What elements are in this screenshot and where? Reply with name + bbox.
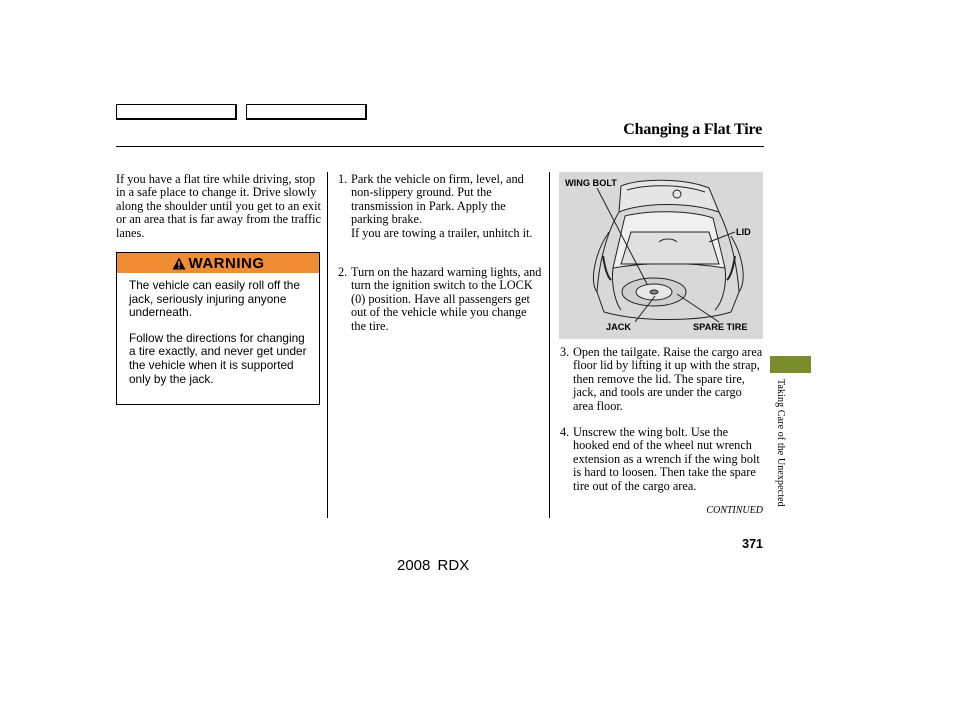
warning-triangle-icon (172, 257, 186, 270)
section-side-label: Taking Care of the Unexpected (775, 379, 786, 507)
warning-paragraph-1: The vehicle can easily roll off the jack, seriously injuring anyone underneath. (129, 278, 300, 320)
step-number: 1. (338, 172, 348, 186)
footer-model: 2008 RDX (397, 557, 470, 574)
page-number: 371 (742, 537, 763, 551)
step-number: 4. (560, 425, 570, 439)
page-title: Changing a Flat Tire (623, 121, 762, 138)
column-rule-1 (327, 172, 328, 518)
continued-label: CONTINUED (706, 505, 763, 516)
label-wing-bolt: WING BOLT (565, 178, 617, 188)
warning-label: WARNING (188, 254, 265, 272)
label-jack: JACK (606, 322, 632, 332)
warning-paragraph-2: Follow the directions for changing a tire exactly, and never get under the vehicle when it is supported only by the jack. (129, 330, 307, 386)
step-number: 2. (338, 265, 348, 279)
label-lid: LID (736, 227, 751, 237)
title-rule (116, 146, 764, 147)
section-tab[interactable] (770, 356, 811, 373)
step-text: If you are towing a trailer, unhitch it. (351, 225, 533, 240)
nav-button-2[interactable] (246, 104, 367, 120)
nav-button-1[interactable] (116, 104, 237, 120)
cargo-area-illustration (559, 172, 763, 339)
warning-box (116, 252, 320, 405)
step-text: Open the tailgate. Raise the cargo area floor lid by lifting it up with the strap, then remove the lid. The spare tire, jack, and tools are under the cargo area floor. (573, 345, 763, 413)
step-text: Park the vehicle on firm, level, and non-slippery ground. Put the transmission in Park. Apply the parking brake. (351, 172, 524, 227)
intro-paragraph: If you have a flat tire while driving, stop in a safe place to change it. Drive slowly along the shoulder until you get to an exit or an area that is far away from the traffic lanes. (116, 172, 321, 240)
step-text: Unscrew the wing bolt. Use the hooked end of the wheel nut wrench extension as a wrench if the wing bolt is hard to loosen. Then take the spare tire out of the cargo area. (573, 425, 760, 493)
vehicle-rear-drawing (559, 172, 763, 339)
warning-header (117, 253, 319, 273)
step-number: 3. (560, 345, 570, 359)
label-spare-tire: SPARE TIRE (693, 322, 748, 332)
column-rule-2 (549, 172, 550, 518)
step-text: Turn on the hazard warning lights, and turn the ignition switch to the LOCK (0) position. Have all passengers get out of the vehicle while you change the tire. (351, 265, 542, 333)
